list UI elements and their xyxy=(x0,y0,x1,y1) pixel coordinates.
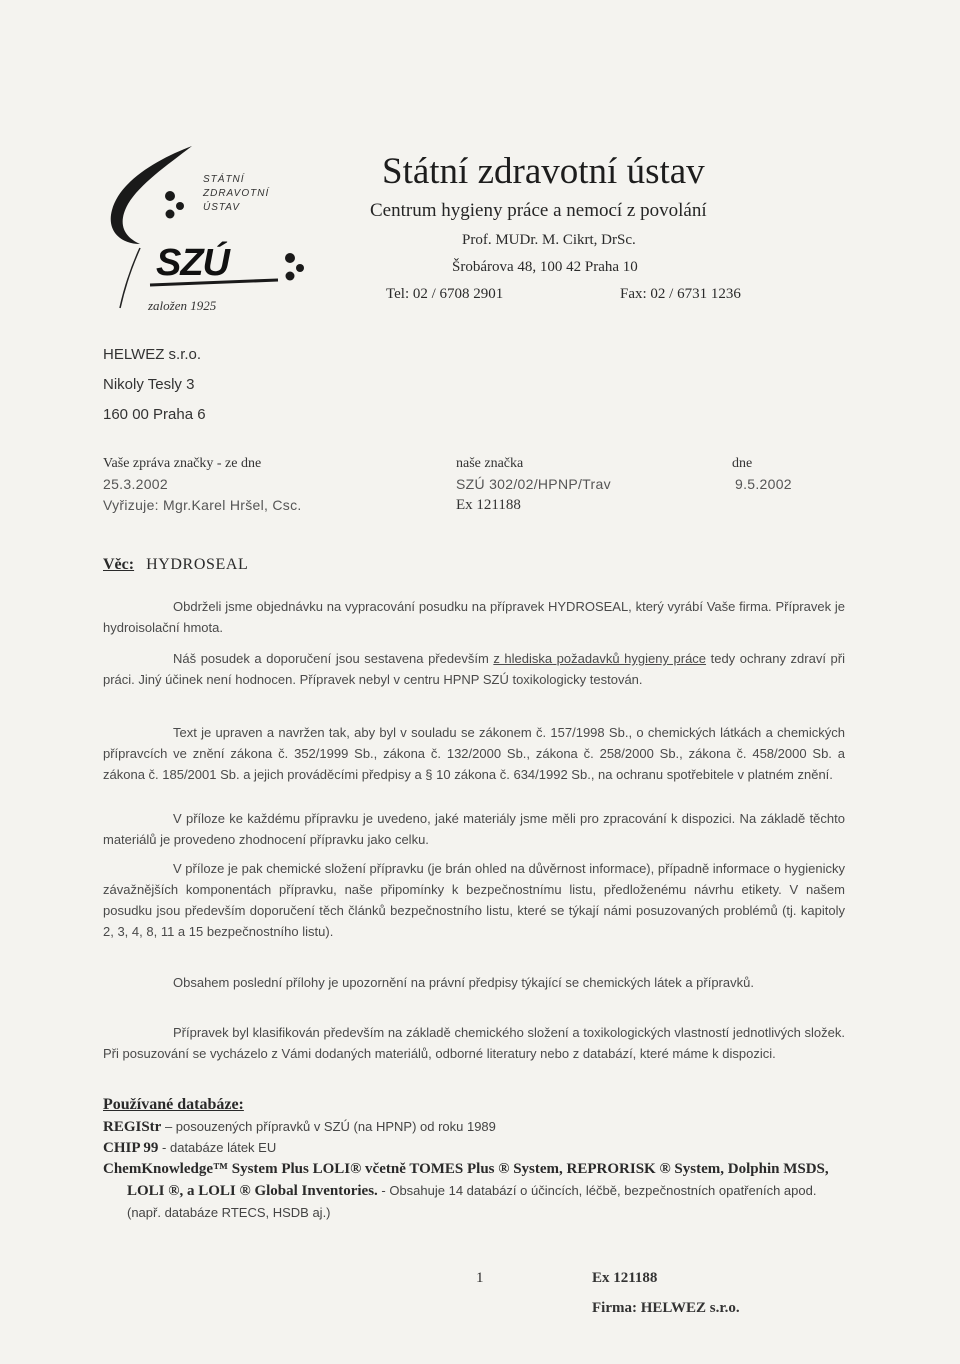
ex-number: Ex 121188 xyxy=(456,497,521,513)
logo-text-line1: STÁTNÍ xyxy=(203,174,245,185)
logo-abbreviation: SZÚ xyxy=(156,242,229,284)
database-chemknowledge-desc: - Obsahuje 14 databází o účincích, léčbě, bezpečnostních opatřeních apod. (např. databáze RTECS, HSDB aj.) xyxy=(127,1183,817,1220)
body-paragraph-5: V příloze je pak chemické složení přípravku (je brán ohled na důvěrnost informace), případně informace o hygienicky závažnějších komponentách přípravku, naše připomínky k bezpečnostnímu listu, předloženému návrhu etikety. V našem posudku jsou především doporučení těch článků bezpečnostního listu, které se týkají námi posuzovaných problémů (tj. kapitoly 2, 3, 4, 8, 11 a 15 bezpečnostního listu). xyxy=(103,861,846,939)
body-paragraph-3: Text je upraven a navržen tak, aby byl v souladu se zákonem č. 157/1998 Sb., o chemických látkách a chemických přípravcích ve znění zákona č. 352/1999 Sb., zákona č. 132/2000 Sb., zákona č. 258/2000 Sb., zákona č. 458/2000 Sb. a zákona č. 185/2001 Sb. a jejich prováděcími předpisy a § 10 zákona č. 634/1992 Sb., na ochranu spotřebitele v platném znění. xyxy=(103,725,845,782)
subject-label: Věc: xyxy=(103,556,135,573)
body-paragraph-7: Přípravek byl klasifikován především na základě chemického složení a toxikologických vlastností jednotlivých složek. Při posuzování se vycházelo z Vámi dodaných materiálů, odborné literatury nebo z databází, které máme k dispozici. xyxy=(103,1025,845,1061)
institution-title: Státní zdravotní ústav xyxy=(382,151,705,192)
date-label: dne xyxy=(732,456,753,471)
database-regis xyxy=(103,1116,848,1138)
database-chemknowledge-name: ChemKnowledge™ System Plus LOLI® včetně TOMES Plus ® System, REPRORISK ® System, Dolphin MSDS, LOLI ®, a LOLI ® Global Inventories. xyxy=(103,1161,829,1199)
body-paragraph-1: Obdrželi jsme objednávku na vypracování posudku na přípravek HYDROSEAL, který vyrábí Vaše firma. Přípravek je hydroisolační hmota. xyxy=(103,599,845,635)
body-paragraph-6: Obsahem poslední přílohy je upozornění na právní předpisy týkající se chemických látek a přípravků. xyxy=(173,975,754,990)
body-paragraph-2-post: tedy ochrany zdraví při práci. Jiný účinek není hodnocen. Přípravek nebyl v centru HPNP SZÚ toxikologicky testován. xyxy=(103,651,845,687)
szu-logo xyxy=(100,140,320,320)
footer-firm: Firma: HELWEZ s.r.o. xyxy=(592,1300,740,1316)
database-regis-desc: – posouzených přípravků v SZÚ (na HPNP) od roku 1989 xyxy=(161,1119,496,1134)
your-ref-label: Vaše zpráva značky - ze dne xyxy=(103,456,262,471)
recipient-company: HELWEZ s.r.o. xyxy=(103,346,202,363)
institution-phone: Tel: 02 / 6708 2901 xyxy=(386,286,504,302)
subject-line xyxy=(103,556,248,574)
logo-text-line3: ÚSTAV xyxy=(203,202,241,213)
recipient-street: Nikoly Tesly 3 xyxy=(103,376,195,393)
database-chip xyxy=(103,1137,848,1159)
szu-logo-mark xyxy=(100,140,320,320)
body-paragraph-2 xyxy=(103,648,845,690)
recipient-city: 160 00 Praha 6 xyxy=(103,406,206,423)
logo-founded: založen 1925 xyxy=(148,298,217,313)
logo-text-line2: ZDRAVOTNÍ xyxy=(203,188,270,199)
database-regis-name: REGIStr xyxy=(103,1119,162,1135)
body-paragraph-2-underlined: z hlediska požadavků hygieny práce xyxy=(493,651,707,666)
institution-head: Prof. MUDr. M. Cikrt, DrSc. xyxy=(462,232,636,248)
handled-by: Vyřizuje: Mgr.Karel Hršel, Csc. xyxy=(103,497,302,513)
our-ref: SZÚ 302/02/HPNP/Trav xyxy=(456,476,611,492)
page-number: 1 xyxy=(476,1270,484,1286)
database-chip-name: CHIP 99 xyxy=(103,1140,159,1156)
subject-value: HYDROSEAL xyxy=(146,556,249,573)
body-paragraph-4: V příloze ke každému přípravku je uvedeno, jaké materiály jsme měli pro zpracování k dispozici. Na základě těchto materiálů je provedeno zhodnocení přípravku jako celku. xyxy=(103,811,845,847)
body-paragraph-2-pre: Náš posudek a doporučení jsou sestavena především xyxy=(173,651,494,666)
letter-date: 9.5.2002 xyxy=(735,476,792,492)
our-ref-label: naše značka xyxy=(456,456,524,471)
institution-subtitle: Centrum hygieny práce a nemocí z povolání xyxy=(370,200,707,221)
institution-fax: Fax: 02 / 6731 1236 xyxy=(620,286,741,302)
database-chemknowledge xyxy=(103,1158,848,1224)
database-chip-desc: - databáze látek EU xyxy=(158,1140,277,1155)
databases-heading: Používané databáze: xyxy=(103,1096,244,1113)
institution-address: Šrobárova 48, 100 42 Praha 10 xyxy=(452,259,638,275)
your-ref-date: 25.3.2002 xyxy=(103,476,168,492)
footer-ex-number: Ex 121188 xyxy=(592,1270,658,1286)
